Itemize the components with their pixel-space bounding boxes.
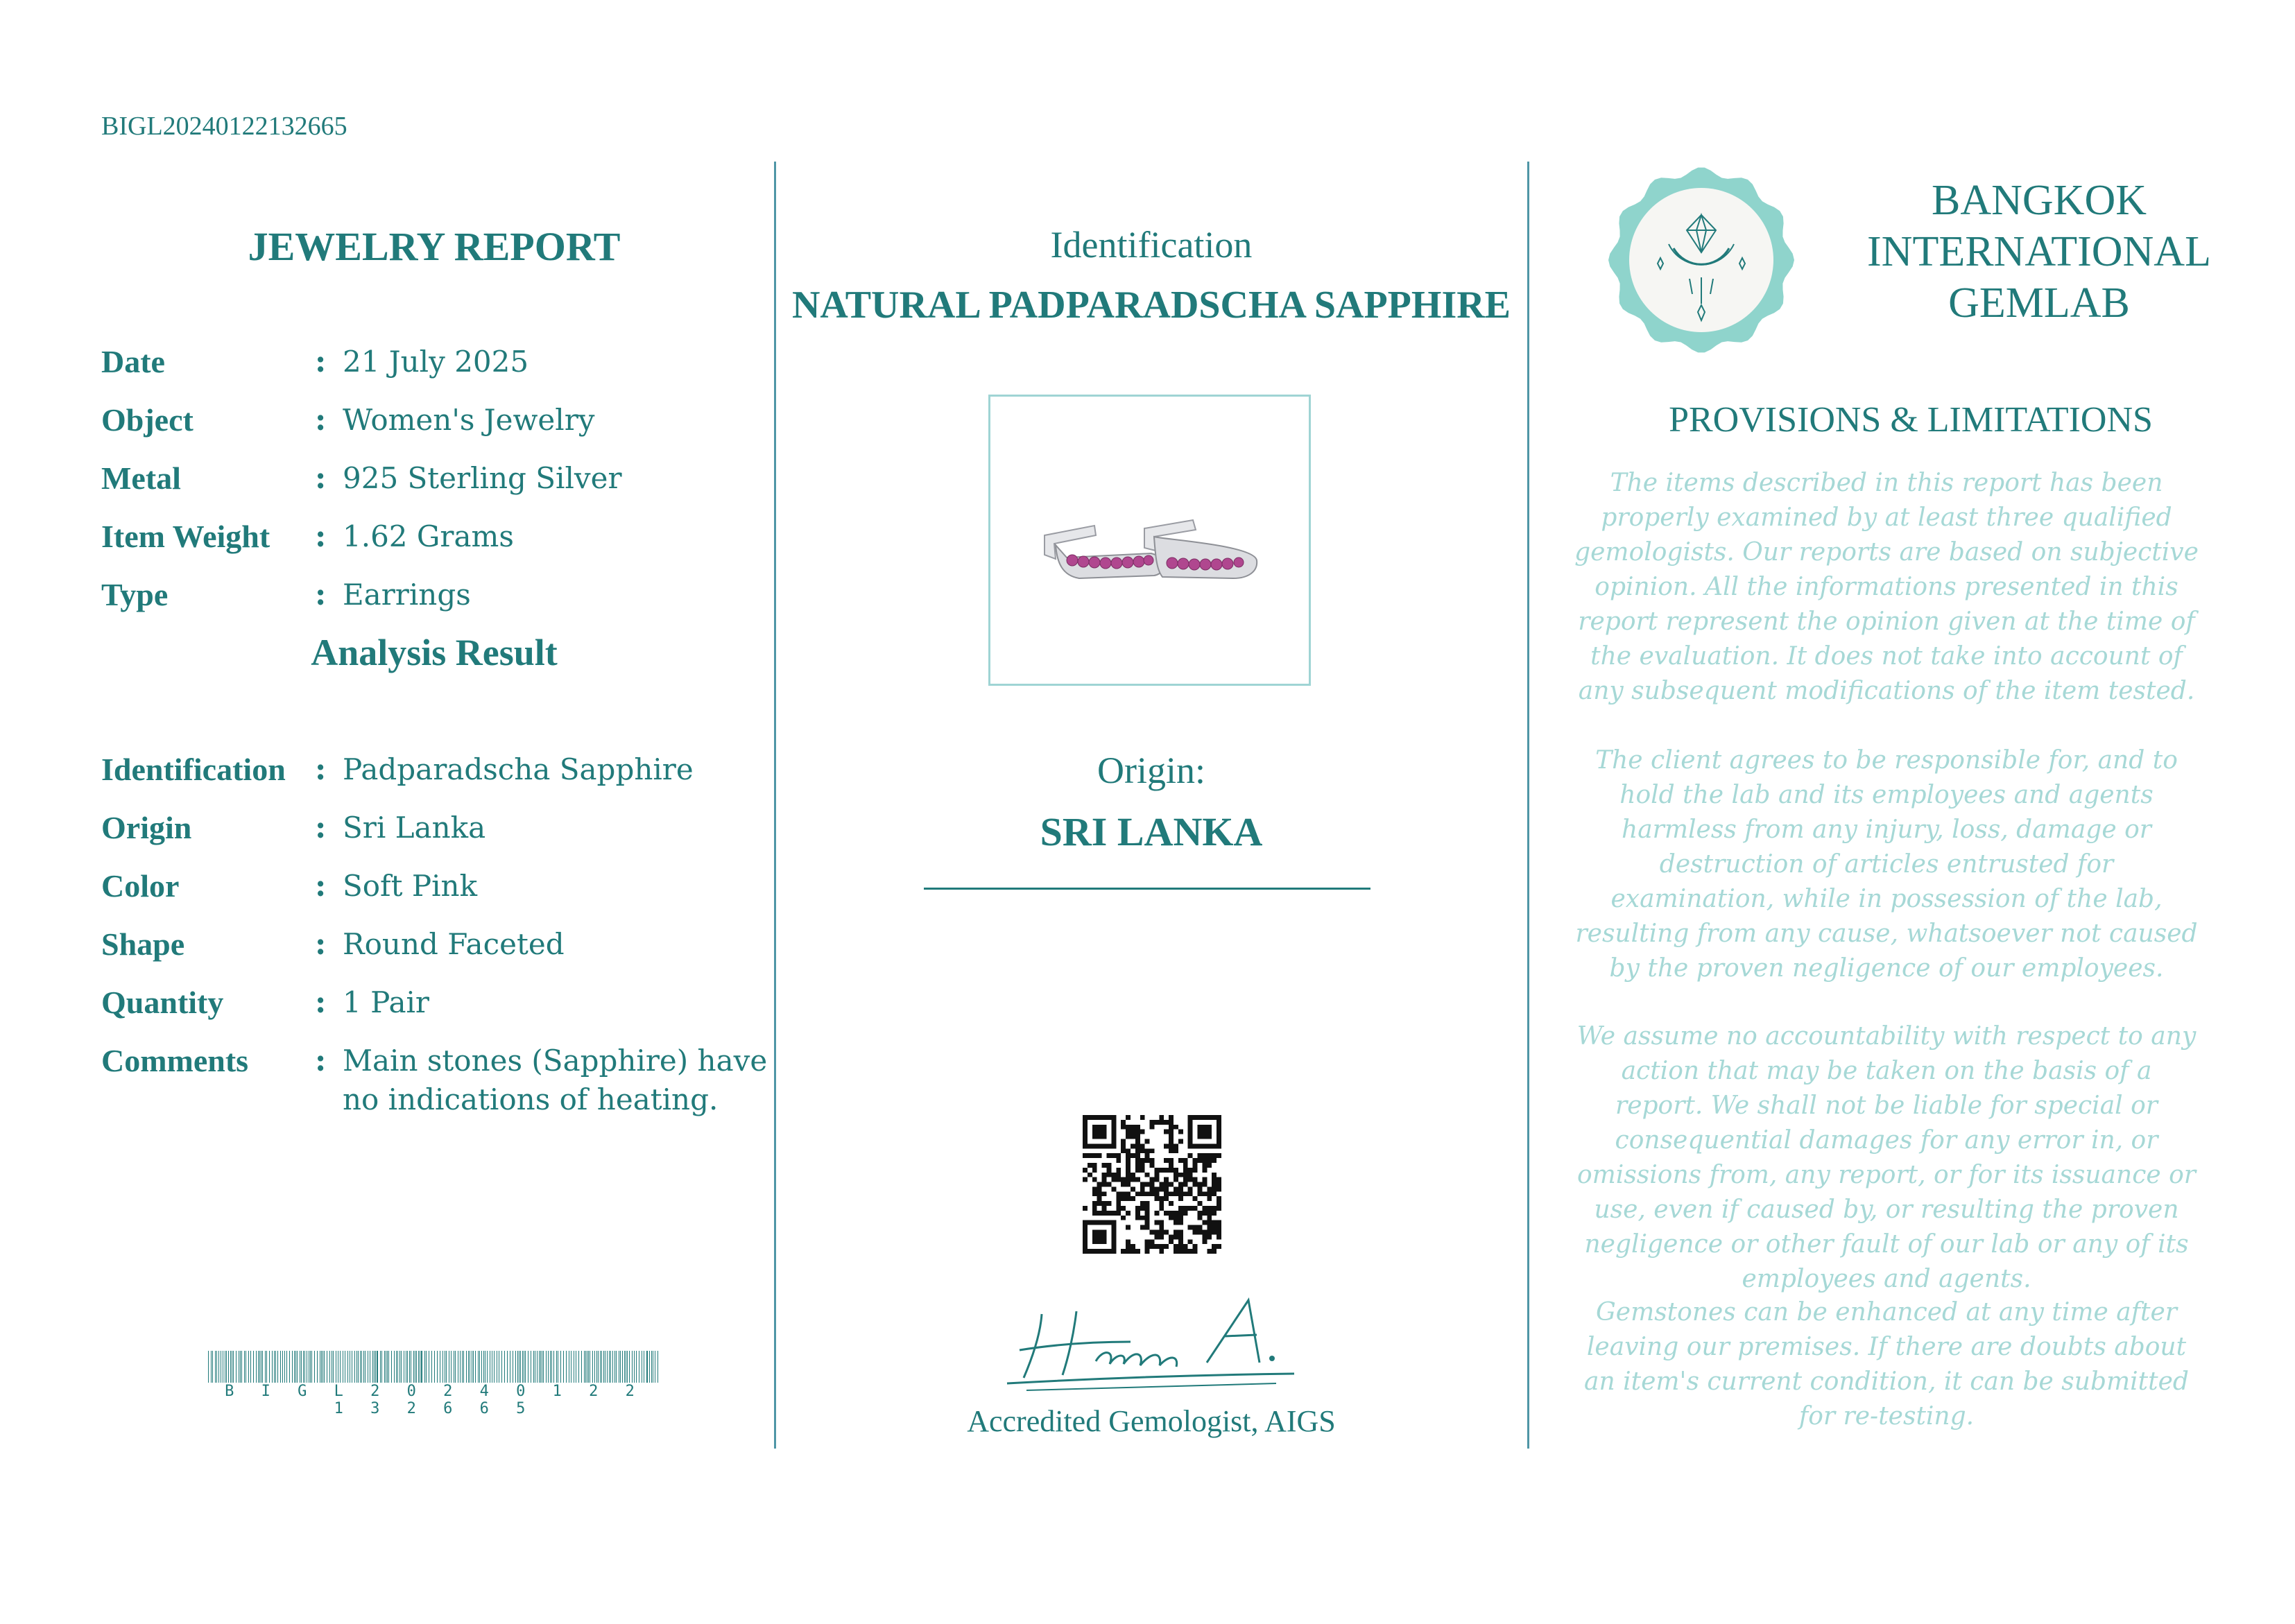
analysis-separator: : [315,926,327,962]
analysis-label: Quantity [101,985,224,1020]
barcode-text: B I G L 2 0 2 4 0 1 2 2 1 3 2 6 6 5 [225,1383,644,1417]
detail-separator: : [315,519,327,554]
detail-label: Date [101,344,165,379]
lab-name-line-1: BANGKOK [1932,177,2147,224]
detail-value: 925 Sterling Silver [343,461,622,495]
signature-icon [999,1286,1304,1397]
analysis-value: Main stones (Sapphire) have no indications of heating. [343,1044,768,1116]
analysis-value: Soft Pink [343,869,478,903]
column-divider-left [774,162,776,1449]
analysis-value: Padparadscha Sapphire [343,752,694,786]
identification-heading: Identification [1050,224,1253,266]
lab-name [1831,175,2247,329]
analysis-label: Identification [101,752,286,787]
analysis-separator: : [315,752,327,787]
lab-name-line-3: GEMLAB [1948,279,2130,327]
detail-label: Item Weight [101,519,270,554]
detail-label: Metal [101,460,181,496]
detail-separator: : [315,460,327,496]
analysis-label: Comments [101,1043,249,1078]
detail-value: Earrings [343,578,471,612]
origin-heading: Origin: [1097,750,1205,791]
analysis-label: Origin [101,810,192,845]
detail-separator: : [315,344,327,379]
analysis-value: Sri Lanka [343,811,486,845]
analysis-value: Round Faceted [343,927,565,961]
provision-paragraph: The client agrees to be responsible for, and to hold the lab and its employees and agents harmless from any injury, loss, damage or destruction of articles entrusted for examination, while in possession of the lab, resulting from any cause, whatsoever not caused by the proven negligence of our employees. [1575,746,2198,983]
analysis-label: Shape [101,926,185,962]
detail-separator: : [315,577,327,612]
analysis-separator: : [315,810,327,845]
analysis-value: 1 Pair [343,985,429,1019]
origin-underline [924,888,1370,890]
origin-value: SRI LANKA [1040,809,1263,854]
item-photo-frame [988,395,1311,686]
detail-value: 21 July 2025 [343,345,529,379]
analysis-title: Analysis Result [311,632,558,673]
column-divider-right [1527,162,1529,1449]
analysis-separator: : [315,868,327,904]
detail-separator: : [315,402,327,438]
identification-value: NATURAL PADPARADSCHA SAPPHIRE [791,284,1511,327]
detail-value: 1.62 Grams [343,519,514,553]
lab-name-line-2: INTERNATIONAL [1867,228,2211,275]
analysis-separator: : [315,1043,327,1078]
provision-paragraph: The items described in this report has been properly examined by at least three qualified gemologists. Our reports are based on subjective opinion. All the informations presented in this report represent the opinion given at the time of the evaluation. It does not take into account of any subsequent modifications of the item tested. [1574,469,2199,705]
detail-label: Type [101,577,169,612]
report-title: JEWELRY REPORT [248,224,621,269]
analysis-label: Color [101,868,180,904]
lab-seal-icon [1608,166,1795,354]
earrings-photo [990,397,1309,684]
detail-label: Object [101,402,194,438]
provisions-title: PROVISIONS & LIMITATIONS [1669,400,2153,440]
gemologist-title: Accredited Gemologist, AIGS [967,1404,1336,1438]
report-number: BIGL20240122132665 [101,112,347,141]
detail-value: Women's Jewelry [343,403,595,437]
provision-paragraph: Gemstones can be enhanced at any time after leaving our premises. If there are doubts about an item's current condition, it can be submitted for re-testing. [1584,1298,2189,1431]
provision-paragraph: We assume no accountability with respect to any action that may be taken on the basis of a report. We shall not be liable for special or consequential damages for any error in, or omissions from, any report, or for its issuance or use, even if caused by, or resulting the proven negligence or other fault of our lab or any of its employees and agents. [1576,1022,2197,1293]
barcode-icon [208,1351,660,1383]
qr-code-icon [1083,1115,1221,1254]
analysis-separator: : [315,985,327,1020]
